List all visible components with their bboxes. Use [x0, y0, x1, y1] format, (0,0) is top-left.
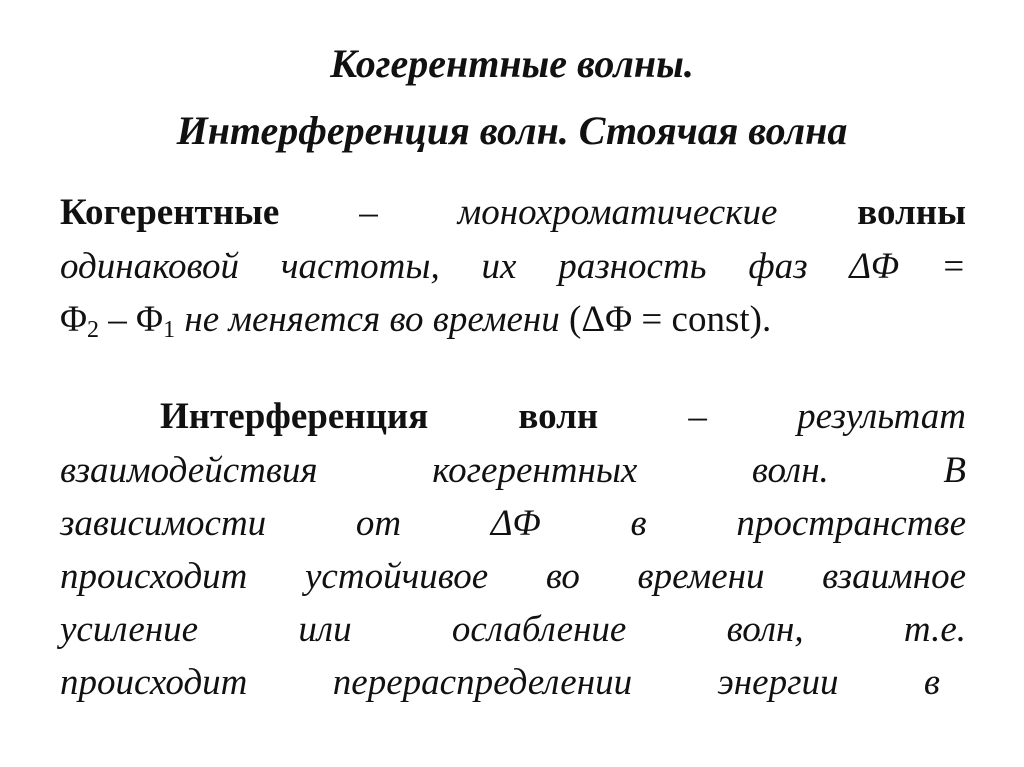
paragraph-2-line-2: взаимодействия когерентных волн. В [60, 450, 966, 491]
paragraph-1-line-3 [60, 298, 966, 342]
phi-2-symbol: Φ [60, 299, 88, 340]
paragraph-1-line-1 [60, 191, 966, 235]
subscript-2: 2 [87, 317, 100, 343]
subscript-1: 1 [163, 317, 176, 343]
paragraph-2-line-6: происходит перераспределении энергии в [60, 662, 940, 703]
word-result: результат [797, 396, 967, 437]
paragraph-1-line-2: одинаковой частоты, их разность фаз ΔΦ = [60, 246, 966, 287]
term-coherent: Когерентные [60, 192, 280, 233]
phi-1-symbol: Φ [136, 299, 164, 340]
dash: – [688, 396, 707, 437]
phrase-constant: (ΔΦ = const). [569, 299, 772, 340]
paragraph-2-line-1 [60, 395, 966, 439]
paragraph-2-line-4: происходит устойчивое во времени взаимное [60, 556, 966, 597]
paragraph-2-line-3: зависимости от ΔΦ в пространстве [60, 503, 966, 544]
dash: – [359, 192, 378, 233]
phrase-not-changing: не меняется во времени [184, 299, 560, 340]
minus-sign: – [108, 299, 127, 340]
term-interference: Интерференция волн [160, 396, 599, 437]
word-waves: волны [857, 192, 967, 233]
word-monochromatic: монохроматические [457, 192, 778, 233]
slide-title-line-2: Интерференция волн. Стоячая волна [176, 108, 848, 153]
slide-title-line-1: Когерентные волны. [330, 41, 694, 86]
paragraph-2-line-5: усиление или ослабление волн, т.е. [60, 609, 966, 650]
